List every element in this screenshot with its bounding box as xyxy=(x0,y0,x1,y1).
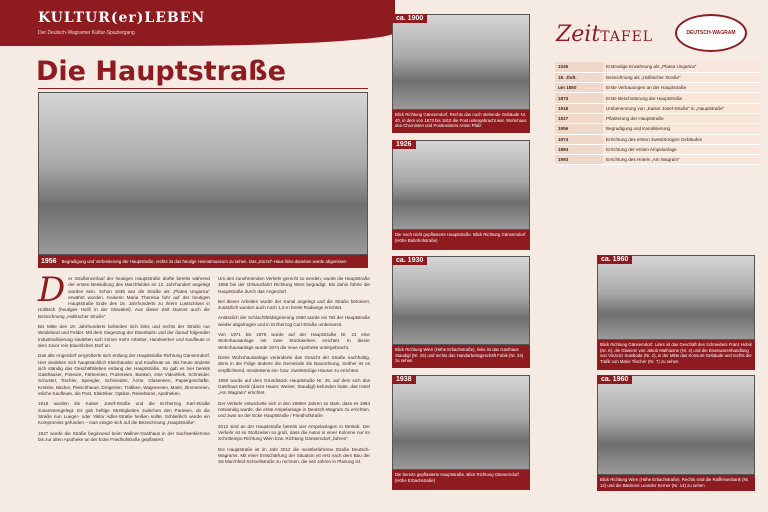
zeittafel-title-script: Zeit xyxy=(556,22,601,47)
timeline-row xyxy=(555,134,761,144)
timeline-year: 1918 xyxy=(555,103,603,113)
body-column-2 xyxy=(218,276,370,469)
deutsch-wagram-logo: DEUTSCH-WAGRAM xyxy=(675,14,747,52)
photo-caption: Die bereits gepflasterte Hauptstraße. Blick Richtung Gänserndorf (Höhe Erbachstraße) xyxy=(392,470,530,490)
paragraph: 1918 wurden die Kaiser Josef-Straße und die Erzherzog Karl-Straße zusammengelegt. Es gab heftige Streitigkeiten zwischen den Parteien, ob die Straße nun Lueger- oder Viktor Adler-Straße heißen sollte. Schließlich wurde ein Kompromiss gefunden – man einigte sich auf die Bezeichnung „Hauptstraße“. xyxy=(38,401,210,426)
timeline-year: 1984 xyxy=(555,144,603,154)
paragraph: 1927 wurde die Straße beginnend beim Wallner-Gasthaus in der Sachsenklemme bis zur alten Apotheke an der Ecke Friedhofstraße gepflastert. xyxy=(38,430,210,442)
photo-year: 1926 xyxy=(392,140,416,149)
brand-subtitle: Der Deutsch-Wagramer Kultur-Spaziergang xyxy=(38,30,135,36)
photo-ca-1930 xyxy=(392,256,530,345)
paragraph: Bis Mitte des 19. Jahrhunderts befanden sich links und rechts der Straße nur Weideland und Felder. Mit dem Siegeszug der Eisenbahn und der darauf folgenden Industrialisierung siedelten sich immer mehr Arbeiter, Handwerker und Kaufleute in dem zuvor rein bäuerlichen Dorf an. xyxy=(38,324,210,348)
paragraph: Um den zunehmenden Verkehr gerecht zu werden, wurde die Hauptstraße 1956 bei der Ortsausfahrt Richtung Wien begradigt. Bis dahin führte die Hauptstraße durch das Angerdorf. xyxy=(218,276,370,294)
photo-caption: Die noch nicht gepflasterte Hauptstraße. Blick Richtung Gänserndorf (Höhe Bahnhofstraße) xyxy=(392,230,530,250)
zeittafel-title-caps: TAFEL xyxy=(600,29,654,45)
timeline-row xyxy=(555,103,761,113)
body-column-1 xyxy=(38,270,210,447)
timeline-event: Erste Beschotterung der Hauptstraße xyxy=(603,93,761,103)
timeline-row xyxy=(555,62,761,72)
photo-ca-1900 xyxy=(392,14,530,110)
timeline-row xyxy=(555,72,761,82)
timeline-event: Erste Verbauungen an der Hauptstraße xyxy=(603,83,761,93)
timeline-year: 1974 xyxy=(555,134,603,144)
main-photo-year: 1956 xyxy=(41,257,57,265)
timeline-year: 1873 xyxy=(555,93,603,103)
paragraph: Bei dieser Arbeiten wurde der Kanal angelegt und die Straße betoniert, zusätzlich wurden auch noch 1,5 m breite Radwege errichtet. xyxy=(218,298,370,311)
photo-ca-1960-b xyxy=(597,375,755,475)
photo-year: ca. 1960 xyxy=(597,255,632,264)
photo-1926 xyxy=(392,140,530,230)
timeline-event: Pflasterung der Hauptstraße xyxy=(603,113,761,123)
timeline-event: Erstmalige Erwähnung als „Platea Ungarica“ xyxy=(603,62,761,72)
paragraph: Von 1971 bis 1975 wurde auf der Hauptstraße Nr. 21 eine Wohnhausanlage mit zwei Stockwerken errichtet. In dieser Wohnhausanlage wurde 1974 die neue Apotheke untergebracht. xyxy=(218,332,370,350)
timeline-year: um 1850 xyxy=(555,83,603,93)
zeittafel-table xyxy=(555,62,761,165)
timeline-event: Errichtung des Hotels „Am Wagram“ xyxy=(603,155,761,165)
timeline-event: Umbenennung von „Kaiser Josef-Straße“ in „Hauptstraße“ xyxy=(603,103,761,113)
main-photo-caption-text: Begradigung und Verbreiterung der Hauptstraße, rechts ist das heutige Heimatmuseum zu sehen. Das „Einzel“-Haus links daneben wurde abgerissen xyxy=(61,258,347,264)
header-banner xyxy=(0,0,395,46)
photo-1938 xyxy=(392,375,530,470)
timeline-event: Errichtung der ersten Ampelanlage xyxy=(603,144,761,154)
brand-logo: KULTUR(er)LEBEN xyxy=(38,10,206,26)
timeline-event: Errichtung des ersten zweistöckigen Gebäudes xyxy=(603,134,761,144)
photo-year: ca. 1900 xyxy=(392,14,427,23)
photo-year: ca. 1960 xyxy=(597,375,632,384)
timeline-row xyxy=(555,124,761,134)
paragraph: 1993 wurde auf dem Grundstück Hauptstraße Nr. 25, auf dem sich das Gasthaus Denk (davor Hauer, Weiser, Staudigl) befunden hatte, das Hotel „Am Wagram“ errichtet. xyxy=(218,377,370,396)
timeline-row xyxy=(555,93,761,103)
main-photo-caption xyxy=(38,255,368,268)
photo-caption: Blick Richtung Gänserndorf. Rechts das noch stehende Gebäude Nr. 40, in dem von 1873 bis 1910 die Post untergebracht war. Wohnhaus des Chronisten und Postmeisters Anton Pfalz xyxy=(392,110,530,133)
photo-year: ca. 1930 xyxy=(392,256,427,265)
timeline-event: Begradigung und Kanalisierung xyxy=(603,124,761,134)
timeline-year: 1993 xyxy=(555,155,603,165)
timeline-row xyxy=(555,155,761,165)
page-title: Die Hauptstraße xyxy=(36,56,286,87)
photo-caption: Blick Richtung Wien (Höhe Erbachstraße). Rechts sind die Raiffeisenbank (Nr. 12) und die Bäckerei Leander Kerner (Nr. 14) zu sehen xyxy=(597,475,755,491)
paragraph: Anlässlich der Schlachtfeldsignierung 1960 wurde ein Teil der Hauptstraße wieder abgetragen und in Erzherzog Carl-Straße umbenannt. xyxy=(218,315,370,327)
timeline-row xyxy=(555,83,761,93)
timeline-event: Bezeichnung als „Hollitscher Straße“ xyxy=(603,72,761,82)
timeline-row xyxy=(555,144,761,154)
photo-caption: Blick Richtung Gänserndorf. Links ist das Geschäft des Schneiders Franz Hobik (Nr. 6), die Glaserei von Jakob Mathiasne (Nr. 4) und die Eisenwarenhandlung von Vinzenz Sowboda (Nr. 2), in der Mitte das Konsum-Gebäude und rechts die Trafik von Marie Tiischer (Nr. 7) zu sehen xyxy=(597,340,755,370)
paragraph: Die Hauptstraße ist im Jahr 2012 die meistbefahrene Straße Deutsch-Wagrams. Mit einer Entschärfung der Situation ist erst nach dem Bau der S8 Marchfeld-Schnellstraße zu rechnen, die seit Jahren in Planung ist. xyxy=(218,446,370,465)
timeline-year: 18. Jhdt. xyxy=(555,72,603,82)
photo-caption: Blick Richtung Wien (Höhe Erbachstraße), links ist das Gasthaus Staudigl (Nr. 25) und rechts das Handarbeitsgeschäft Fabik (Nr. 24) zu sehen xyxy=(392,345,530,368)
timeline-year: 1045 xyxy=(555,62,603,72)
zeittafel-title xyxy=(556,22,653,47)
paragraph: er Straßenverlauf der heutigen Hauptstraße dürfte bereits während der ersten Besiedlung des Marchfeldes im 12. Jahrhundert angelegt worden sein. Schon 1045 war die Straße als „Platea Ungarica“ erwähnt worden. Kaiserin Maria Theresia fuhr auf der heutigen Hauptstraße Ende des 18. Jahrhunderts zu ihrem Lustschloss in Hollitsch (heutiges Holíč in der Slowakei). Aus dieser Zeit stammt auch die Bezeichnung „Hollitscher Straße“. xyxy=(38,276,210,319)
main-photo xyxy=(38,92,368,255)
paragraph: 2012 sind an der Hauptstraße bereits vier Ampelanlagen in Betrieb. Der Verkehr ist so Stoßzeiten so groß, dass die Autos in einer Kolonne nur im Schrittempo Richtung Wien bzw. Richtung Gänserndorf „fahren“. xyxy=(218,423,370,442)
paragraph: Der Verkehr entwickelte sich in den 1980er Jahren so stark, dass es 1984 notwendig wurde, die erste Ampelanlage in Deutsch-Wagram zu errichten, und zwar an der Ecke Hauptstraße / Friedhofstraße. xyxy=(218,400,370,419)
paragraph: Das alte Angerdorf vergrößerte sich entlang der Hauptstraße Richtung Gänserndorf. Hier siedelten sich hauptsächlich Kleinhäusler und Kaufleute an. Bis heute änderte sich ständig das Geschäftsleben entlang der Hauptstraße. So gab es hier bereits Gasthäuser, Friseure, Färbereien, Putzereien, Banken, eine Videothek, Schneider, Schuster, Tischler, Spengler, Schmieden, Ärzte, Glasereien, Papiergeschäfte, Kreisler, Bäcker, Fleischhauer, Drogerien, Trafiken, Wagnereien, Maler, Zimmereien, etliche Kaufleute, die Post, Elektriker, Optiker, Reisebüros, Apotheken. xyxy=(38,353,210,397)
timeline-year: 1927 xyxy=(555,113,603,123)
timeline-year: 1956 xyxy=(555,124,603,134)
timeline-row xyxy=(555,113,761,123)
title-divider xyxy=(38,88,368,89)
drop-cap: D xyxy=(38,270,66,310)
paragraph: Diese Wohnhausanlage veränderte das Gesicht der Straße nachhaltig, denn in der Folge änderte die Gemeinde die Bauordnung. Seither ist es verpflichtend, mindestens ein- bzw. zweistöckige Häuser zu errichten. xyxy=(218,354,370,373)
photo-year: 1938 xyxy=(392,375,416,384)
photo-ca-1960-a xyxy=(597,255,755,340)
